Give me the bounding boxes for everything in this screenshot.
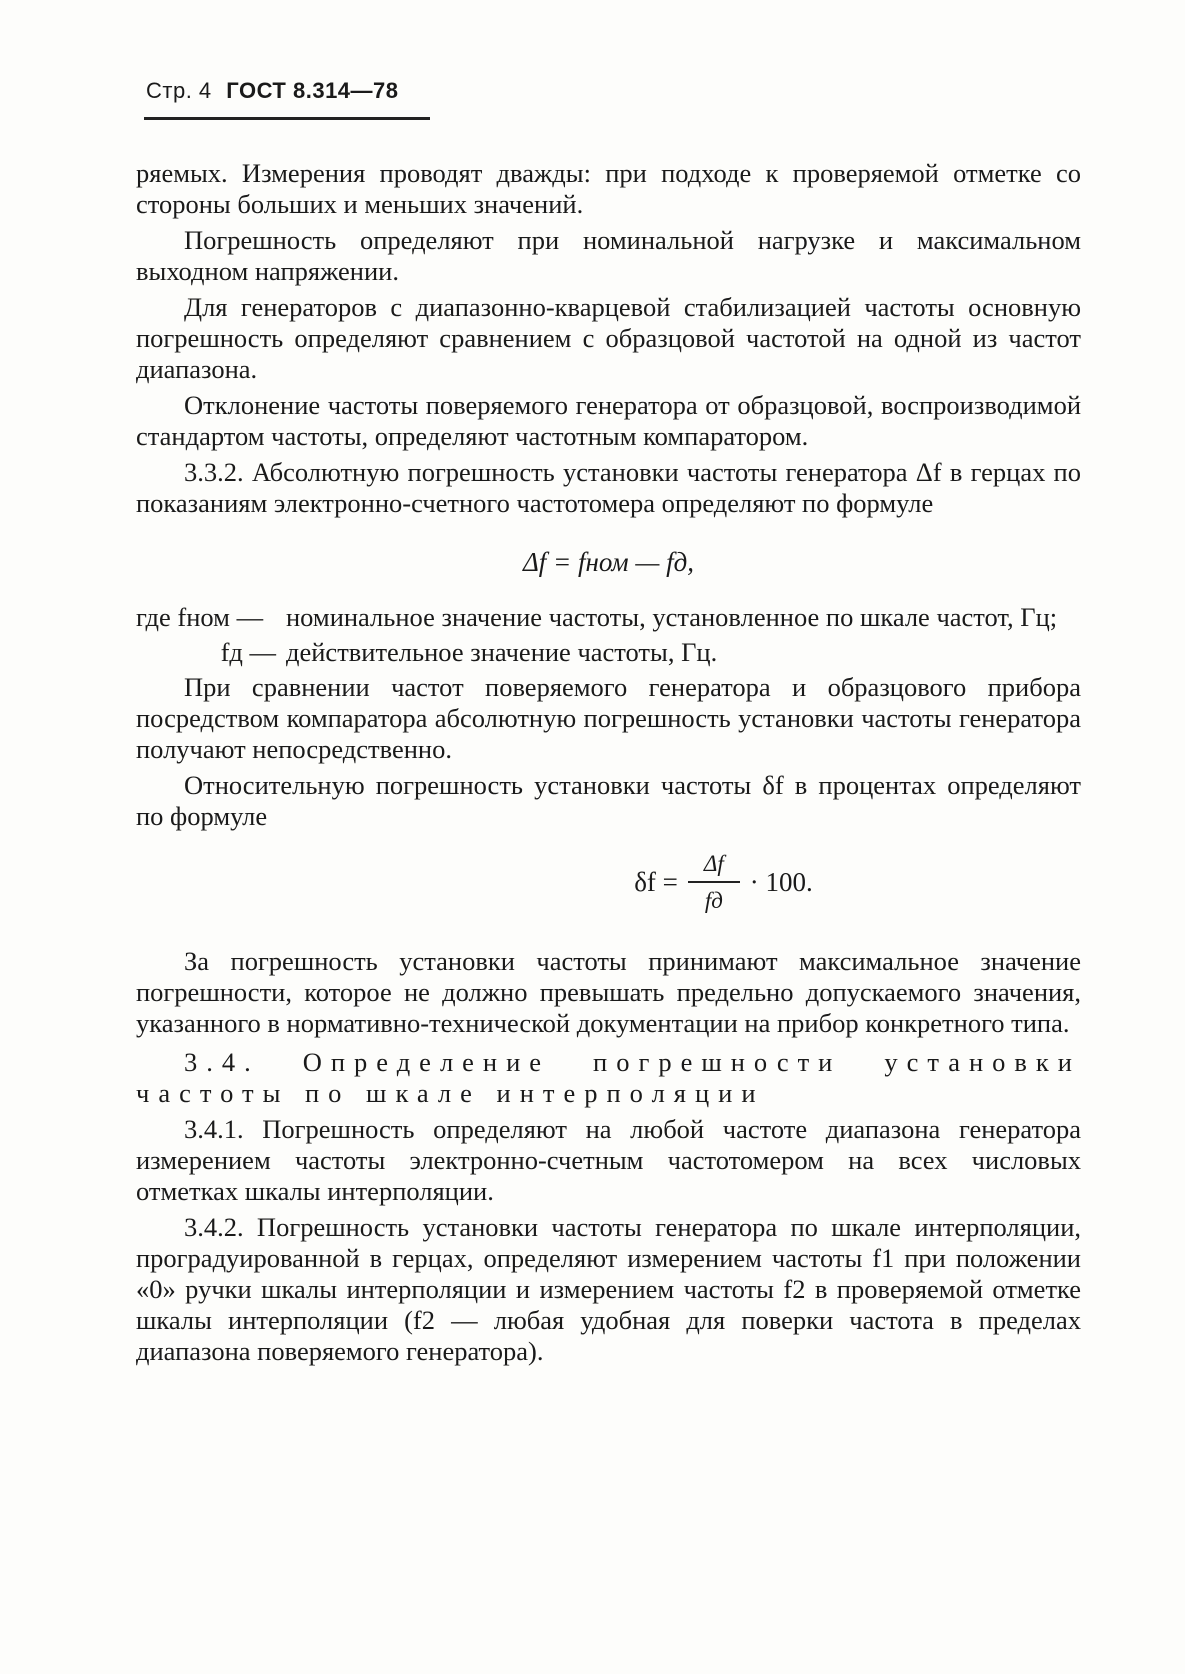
paragraph: Для генераторов с диапазонно-кварцевой стабилизацией частоты основную погрешность определяют сравнением с образцовой частотой на одной из частот диапазона.	[136, 292, 1081, 384]
formula-rhs: · 100.	[749, 866, 813, 897]
page-header	[146, 78, 399, 104]
paragraph: 3.4.1. Погрешность определяют на любой частоте диапазона генератора измерением частоты электронно-счетным частотомером на всех числовых отметках шкалы интерполяции.	[136, 1114, 1081, 1206]
fraction-denominator: fд	[704, 888, 723, 913]
page-number: Стр. 4	[146, 78, 212, 103]
document-body	[136, 158, 1081, 1372]
formula-legend-item	[136, 602, 1081, 633]
fraction	[688, 848, 740, 916]
paragraph: 3.4.2. Погрешность установки частоты генератора по шкале интерполяции, проградуированной в герцах, определяют измерением частоты f1 при положении «0» ручки шкалы интерполяции и измерением частоты f2 в проверяемой отметке шкалы интерполяции (f2 — любая удобная для поверки частота в пределах диапазона поверяемого генератора).	[136, 1212, 1081, 1366]
paragraph: ряемых. Измерения проводят дважды: при подходе к проверяемой отметке со стороны больших и меньших значений.	[136, 158, 1081, 219]
formula-absolute-error: Δf = fном — fд,	[522, 547, 695, 577]
legend-symbol: где fном —	[136, 602, 264, 632]
paragraph: При сравнении частот поверяемого генератора и образцового прибора посредством компаратора абсолютную погрешность установки частоты генератора получают непосредственно.	[136, 672, 1081, 764]
legend-text: действительное значение частоты, Гц.	[286, 637, 718, 667]
paragraph: Погрешность определяют при номинальной нагрузке и максимальном выходном напряжении.	[136, 225, 1081, 286]
header-rule	[144, 117, 430, 120]
paragraph: За погрешность установки частоты принимают максимальное значение погрешности, которое не должно превышать предельно допускаемого значения, указанного в нормативно-технической документации на прибор конкретного типа.	[136, 946, 1081, 1038]
formula-relative-error	[136, 848, 1081, 916]
formula-legend-item	[136, 637, 1081, 668]
standard-code: ГОСТ 8.314—78	[226, 78, 399, 103]
paragraph: Относительную погрешность установки частоты δf в процентах определяют по формуле	[136, 770, 1081, 831]
section-heading: 3.4. Определение погрешности установки частоты по шкале интерполяции	[136, 1047, 1081, 1108]
paragraph: 3.3.2. Абсолютную погрешность установки частоты генератора Δf в герцах по показаниям электронно-счетного частотомера определяют по формуле	[136, 457, 1081, 518]
legend-symbol: fд —	[220, 637, 276, 667]
legend-text: номинальное значение частоты, установленное по шкале частот, Гц;	[286, 602, 1058, 632]
paragraph: Отклонение частоты поверяемого генератора от образцовой, воспроизводимой стандартом частоты, определяют частотным компаратором.	[136, 390, 1081, 451]
formula-lhs: δf =	[634, 866, 678, 897]
fraction-numerator: Δf	[688, 848, 740, 883]
